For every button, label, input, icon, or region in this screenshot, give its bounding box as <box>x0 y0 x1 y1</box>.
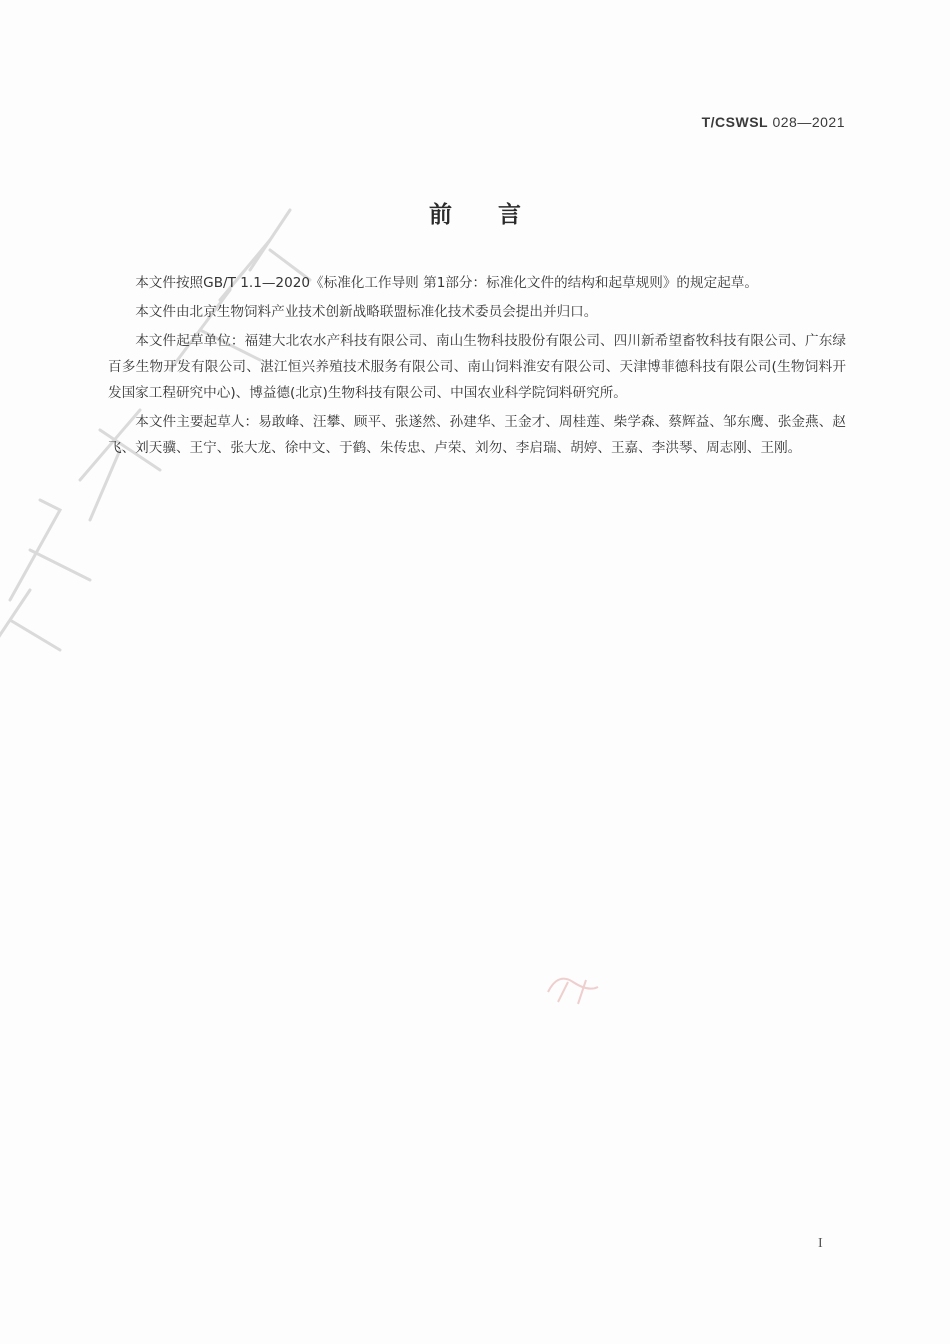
stamp-mark <box>538 962 608 1012</box>
doc-code-number: 028—2021 <box>772 114 845 130</box>
document-code <box>702 114 845 130</box>
page-title: 前言 <box>429 202 567 228</box>
foreword-body <box>108 270 846 464</box>
paragraph-drafting-rules: 本文件按照GB/T 1.1—2020《标准化工作导则 第1部分：标准化文件的结构和起草规则》的规定起草。 <box>135 275 758 291</box>
paragraph-drafting-units: 本文件起草单位：福建大北农水产科技有限公司、南山生物科技股份有限公司、四川新希望畜牧科技有限公司、广东绿百多生物开发有限公司、湛江恒兴养殖技术服务有限公司、南山饲料淮安有限公司、天津博菲德科技有限公司(生物饲料开发国家工程研究中心)、博益德(北京)生物科技有限公司、中国农业科学院饲料研究所。 <box>108 333 846 401</box>
doc-code-prefix: T/CSWSL <box>701 114 769 130</box>
paragraph-drafters: 本文件主要起草人：易敢峰、汪攀、顾平、张遂然、孙建华、王金才、周桂莲、柴学森、蔡辉益、邹东鹰、张金燕、赵飞、刘天骥、王宁、张大龙、徐中文、于鹤、朱传忠、卢荣、刘勿、李启瑞、胡婷、王嘉、李洪琴、周志刚、王刚。 <box>108 414 846 456</box>
paragraph-proposer: 本文件由北京生物饲料产业技术创新战略联盟标准化技术委员会提出并归口。 <box>135 304 598 320</box>
page-number: I <box>818 1236 823 1251</box>
